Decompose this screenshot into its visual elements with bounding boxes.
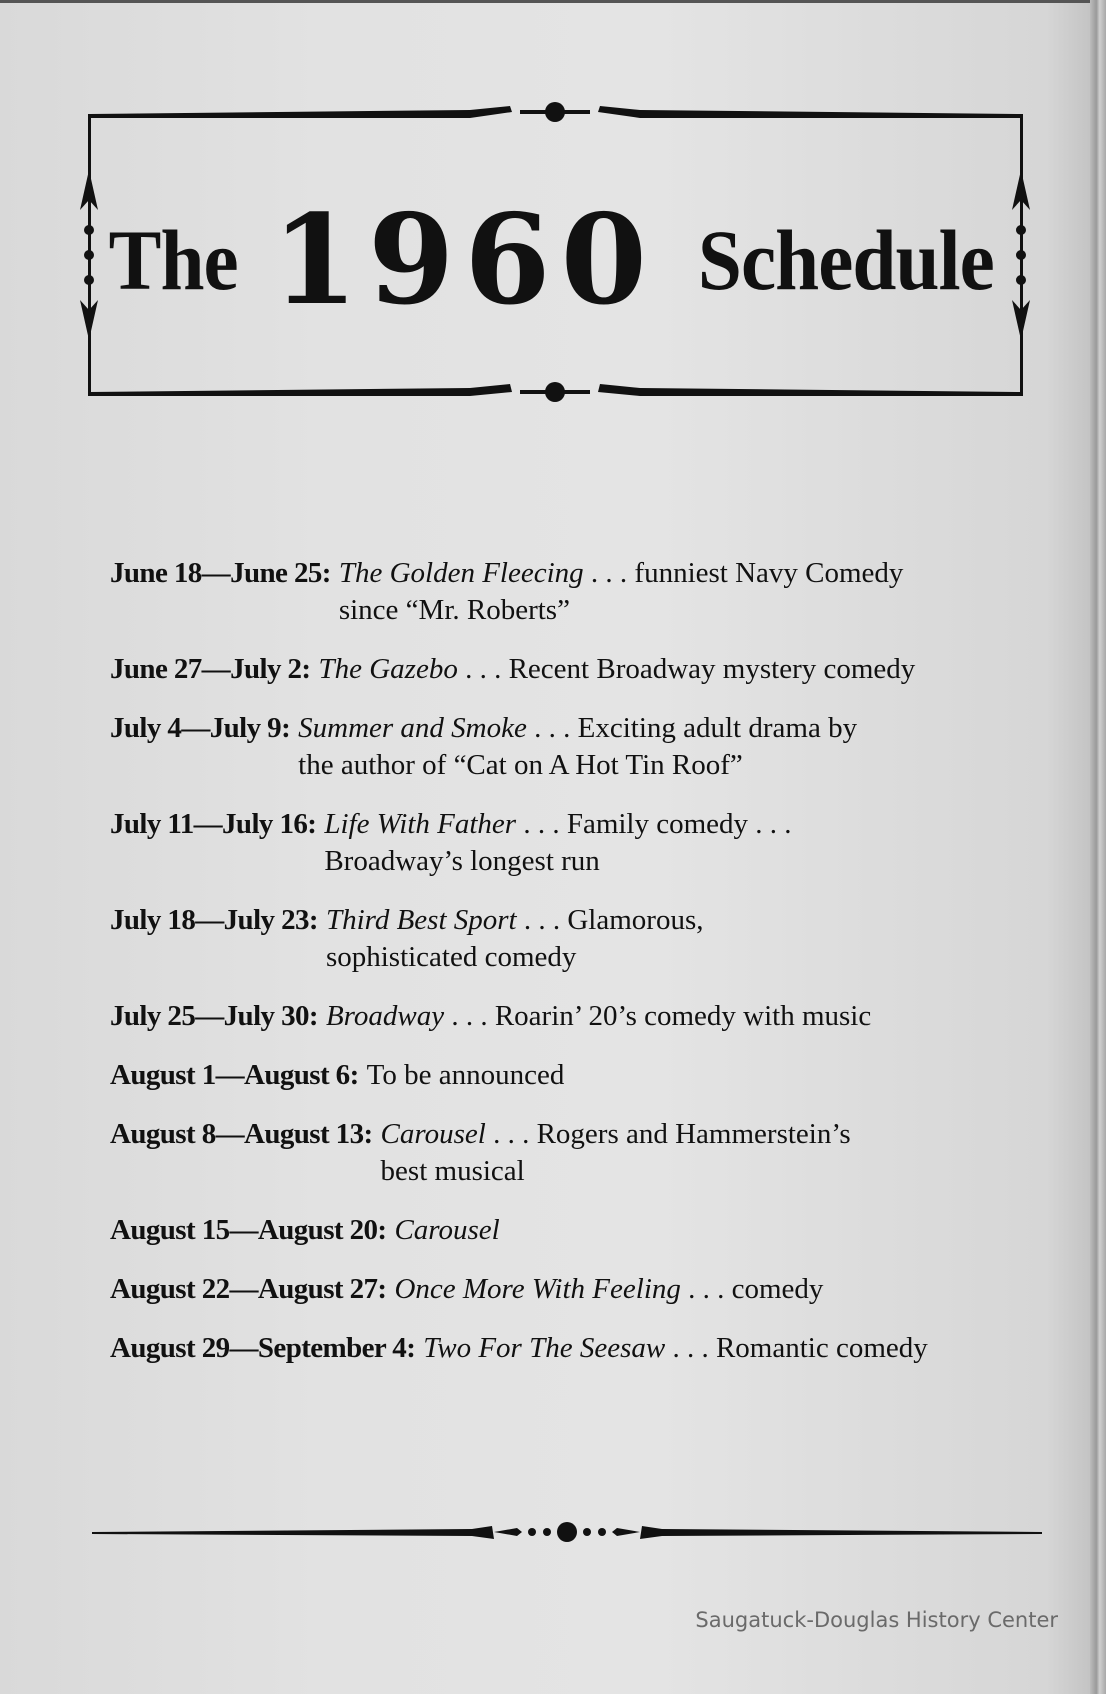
entry-body — [326, 998, 1010, 1035]
entry-body — [326, 902, 1010, 976]
bottom-rule-ornament — [92, 1518, 1042, 1548]
entry-desc-line2: since “Mr. Roberts” — [338, 594, 570, 626]
entry-desc-line2: sophisticated comedy — [325, 941, 577, 973]
entry-play: Carousel — [380, 1118, 486, 1150]
archive-credit: Saugatuck-Douglas History Center — [695, 1608, 1058, 1632]
entry-dates: August 8—August 13: — [110, 1118, 373, 1150]
schedule-entry — [110, 1330, 1010, 1367]
title-word-schedule: Schedule — [697, 212, 994, 308]
entry-play: Once More With Feeling — [394, 1273, 681, 1305]
entry-body — [324, 806, 1010, 880]
entry-desc: . . . Romantic comedy — [665, 1332, 928, 1364]
schedule-entry — [110, 710, 1010, 784]
entry-body — [318, 651, 1010, 688]
entry-play: Carousel — [394, 1214, 500, 1246]
entry-body — [394, 1271, 1010, 1308]
page-title — [80, 187, 1030, 333]
entry-desc: . . . Glamorous, — [516, 904, 704, 936]
entry-play: Life With Father — [324, 808, 517, 840]
entry-desc: . . . Roarin’ 20’s comedy with music — [444, 1000, 872, 1032]
schedule-entry — [110, 1057, 1010, 1094]
bottom-ornament — [92, 1518, 1042, 1548]
entry-dates: July 4—July 9: — [110, 712, 291, 744]
entry-desc-line2: the author of “Cat on A Hot Tin Roof” — [298, 749, 743, 781]
entry-play: Broadway — [325, 1000, 445, 1032]
title-frame — [80, 100, 1030, 410]
entry-desc: . . . Family comedy . . . — [516, 808, 792, 840]
entry-desc: . . . Rogers and Hammerstein’s — [485, 1118, 851, 1150]
title-year: 1960 — [271, 187, 657, 333]
entry-desc: . . . funniest Navy Comedy — [583, 557, 904, 589]
entry-desc: . . . Recent Broadway mystery comedy — [457, 653, 916, 685]
schedule-entry — [110, 806, 1010, 880]
schedule-entry — [110, 1271, 1010, 1308]
schedule-entry — [110, 998, 1010, 1035]
schedule-entry — [110, 651, 1010, 688]
entry-dates: August 15—August 20: — [110, 1214, 387, 1246]
schedule-entry — [110, 1212, 1010, 1249]
entry-desc: To be announced — [366, 1059, 565, 1091]
page-top-edge — [0, 0, 1090, 3]
entry-dates: July 18—July 23: — [110, 904, 318, 936]
schedule-list — [110, 555, 1010, 1389]
entry-desc: . . . comedy — [680, 1273, 824, 1305]
entry-play: Two For The Seesaw — [423, 1332, 666, 1364]
title-word-the: The — [108, 212, 239, 308]
entry-play: The Golden Fleecing — [338, 557, 584, 589]
schedule-entry — [110, 1116, 1010, 1190]
entry-play: Summer and Smoke — [298, 712, 527, 744]
entry-body — [394, 1212, 1010, 1249]
entry-dates: June 18—June 25: — [110, 557, 331, 589]
entry-dates: July 25—July 30: — [110, 1000, 318, 1032]
entry-body — [423, 1330, 1010, 1367]
schedule-entry — [110, 555, 1010, 629]
entry-play: Third Best Sport — [325, 904, 517, 936]
entry-body — [381, 1116, 1010, 1190]
entry-dates: July 11—July 16: — [110, 808, 317, 840]
entry-dates: August 1—August 6: — [110, 1059, 359, 1091]
entry-dates: August 29—September 4: — [110, 1332, 416, 1364]
entry-body — [367, 1057, 1010, 1094]
entry-desc: . . . Exciting adult drama by — [526, 712, 858, 744]
entry-play: The Gazebo — [318, 653, 458, 685]
page-binding-edge — [1090, 0, 1106, 1694]
entry-body — [339, 555, 1010, 629]
entry-dates: June 27—July 2: — [110, 653, 311, 685]
entry-body — [298, 710, 1010, 784]
entry-desc-line2: Broadway’s longest run — [324, 845, 600, 877]
entry-desc-line2: best musical — [380, 1155, 525, 1187]
entry-dates: August 22—August 27: — [110, 1273, 387, 1305]
schedule-entry — [110, 902, 1010, 976]
